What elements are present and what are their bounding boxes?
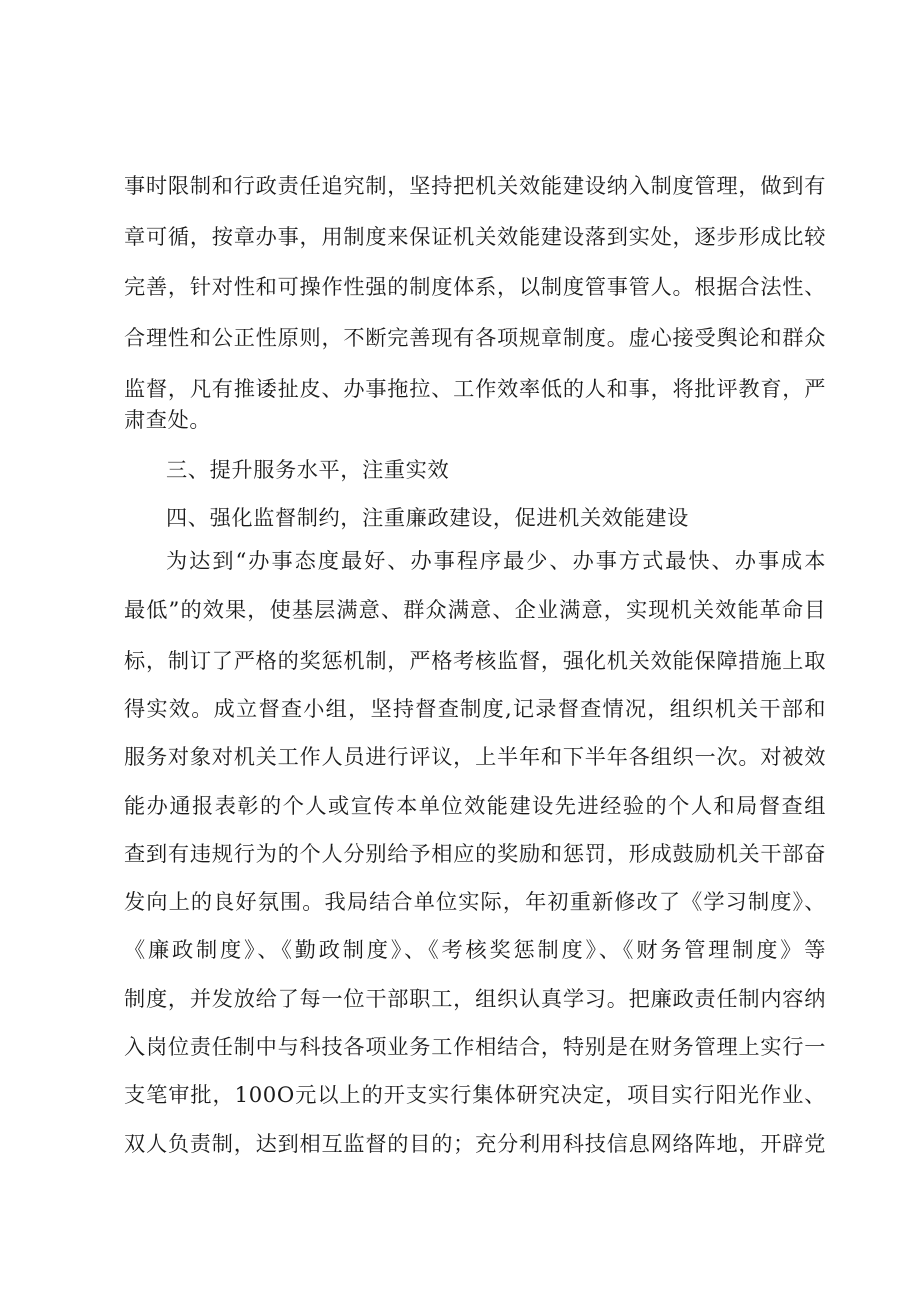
paragraph-line: 监督，凡有推诿扯皮、办事拖拉、工作效率低的人和事，将批评教育，严: [124, 376, 826, 401]
paragraph-line: 得实效。成立督查小组，坚持督查制度,记录督查情况，组织机关干部和: [124, 696, 826, 721]
paragraph-line: 制度，并发放给了每一位干部职工，组织认真学习。把廉政责任制内容纳: [124, 986, 826, 1011]
paragraph-line: 查到有违规行为的个人分别给予相应的奖励和惩罚，形成鼓励机关干部奋: [124, 841, 826, 866]
paragraph-line: 事时限制和行政责任追究制，坚持把机关效能建设纳入制度管理，做到有: [124, 173, 826, 198]
paragraph-line: 标，制订了严格的奖惩机制，严格考核监督，强化机关效能保障措施上取: [124, 648, 826, 673]
section-heading-3: 三、提升服务水平，注重实效: [166, 457, 450, 482]
paragraph-line: 能办通报表彰的个人或宣传本单位效能建设先进经验的个人和局督查组: [124, 793, 826, 818]
paragraph-line: 合理性和公正性原则，不断完善现有各项规章制度。虚心接受舆论和群众: [124, 325, 826, 350]
paragraph-line: 《廉政制度》、《勤政制度》、《考核奖惩制度》、《财务管理制度》等: [124, 937, 826, 962]
paragraph-line: 为达到“办事态度最好、办事程序最少、办事方式最快、办事成本: [166, 548, 826, 573]
paragraph-line: 肃查处。: [124, 407, 212, 432]
paragraph-line: 服务对象对机关工作人员进行评议，上半年和下半年各组织一次。对被效: [124, 744, 826, 769]
paragraph-line: 完善，针对性和可操作性强的制度体系，以制度管事管人。根据合法性、: [124, 274, 826, 299]
section-heading-4: 四、强化监督制约，注重廉政建设，促进机关效能建设: [166, 505, 689, 530]
paragraph-line: 发向上的良好氛围。我局结合单位实际，年初重新修改了《学习制度》、: [124, 889, 826, 914]
paragraph-line: 章可循，按章办事，用制度来保证机关效能建设落到实处，逐步形成比较: [124, 224, 826, 249]
paragraph-line: 支笔审批，100O元以上的开支实行集体研究决定，项目实行阳光作业、: [124, 1082, 826, 1107]
paragraph-line: 双人负责制，达到相互监督的目的；充分利用科技信息网络阵地，开辟党: [124, 1131, 826, 1156]
paragraph-line: 入岗位责任制中与科技各项业务工作相结合，特别是在财务管理上实行一: [124, 1034, 826, 1059]
paragraph-line: 最低”的效果，使基层满意、群众满意、企业满意，实现机关效能革命目: [124, 597, 826, 622]
